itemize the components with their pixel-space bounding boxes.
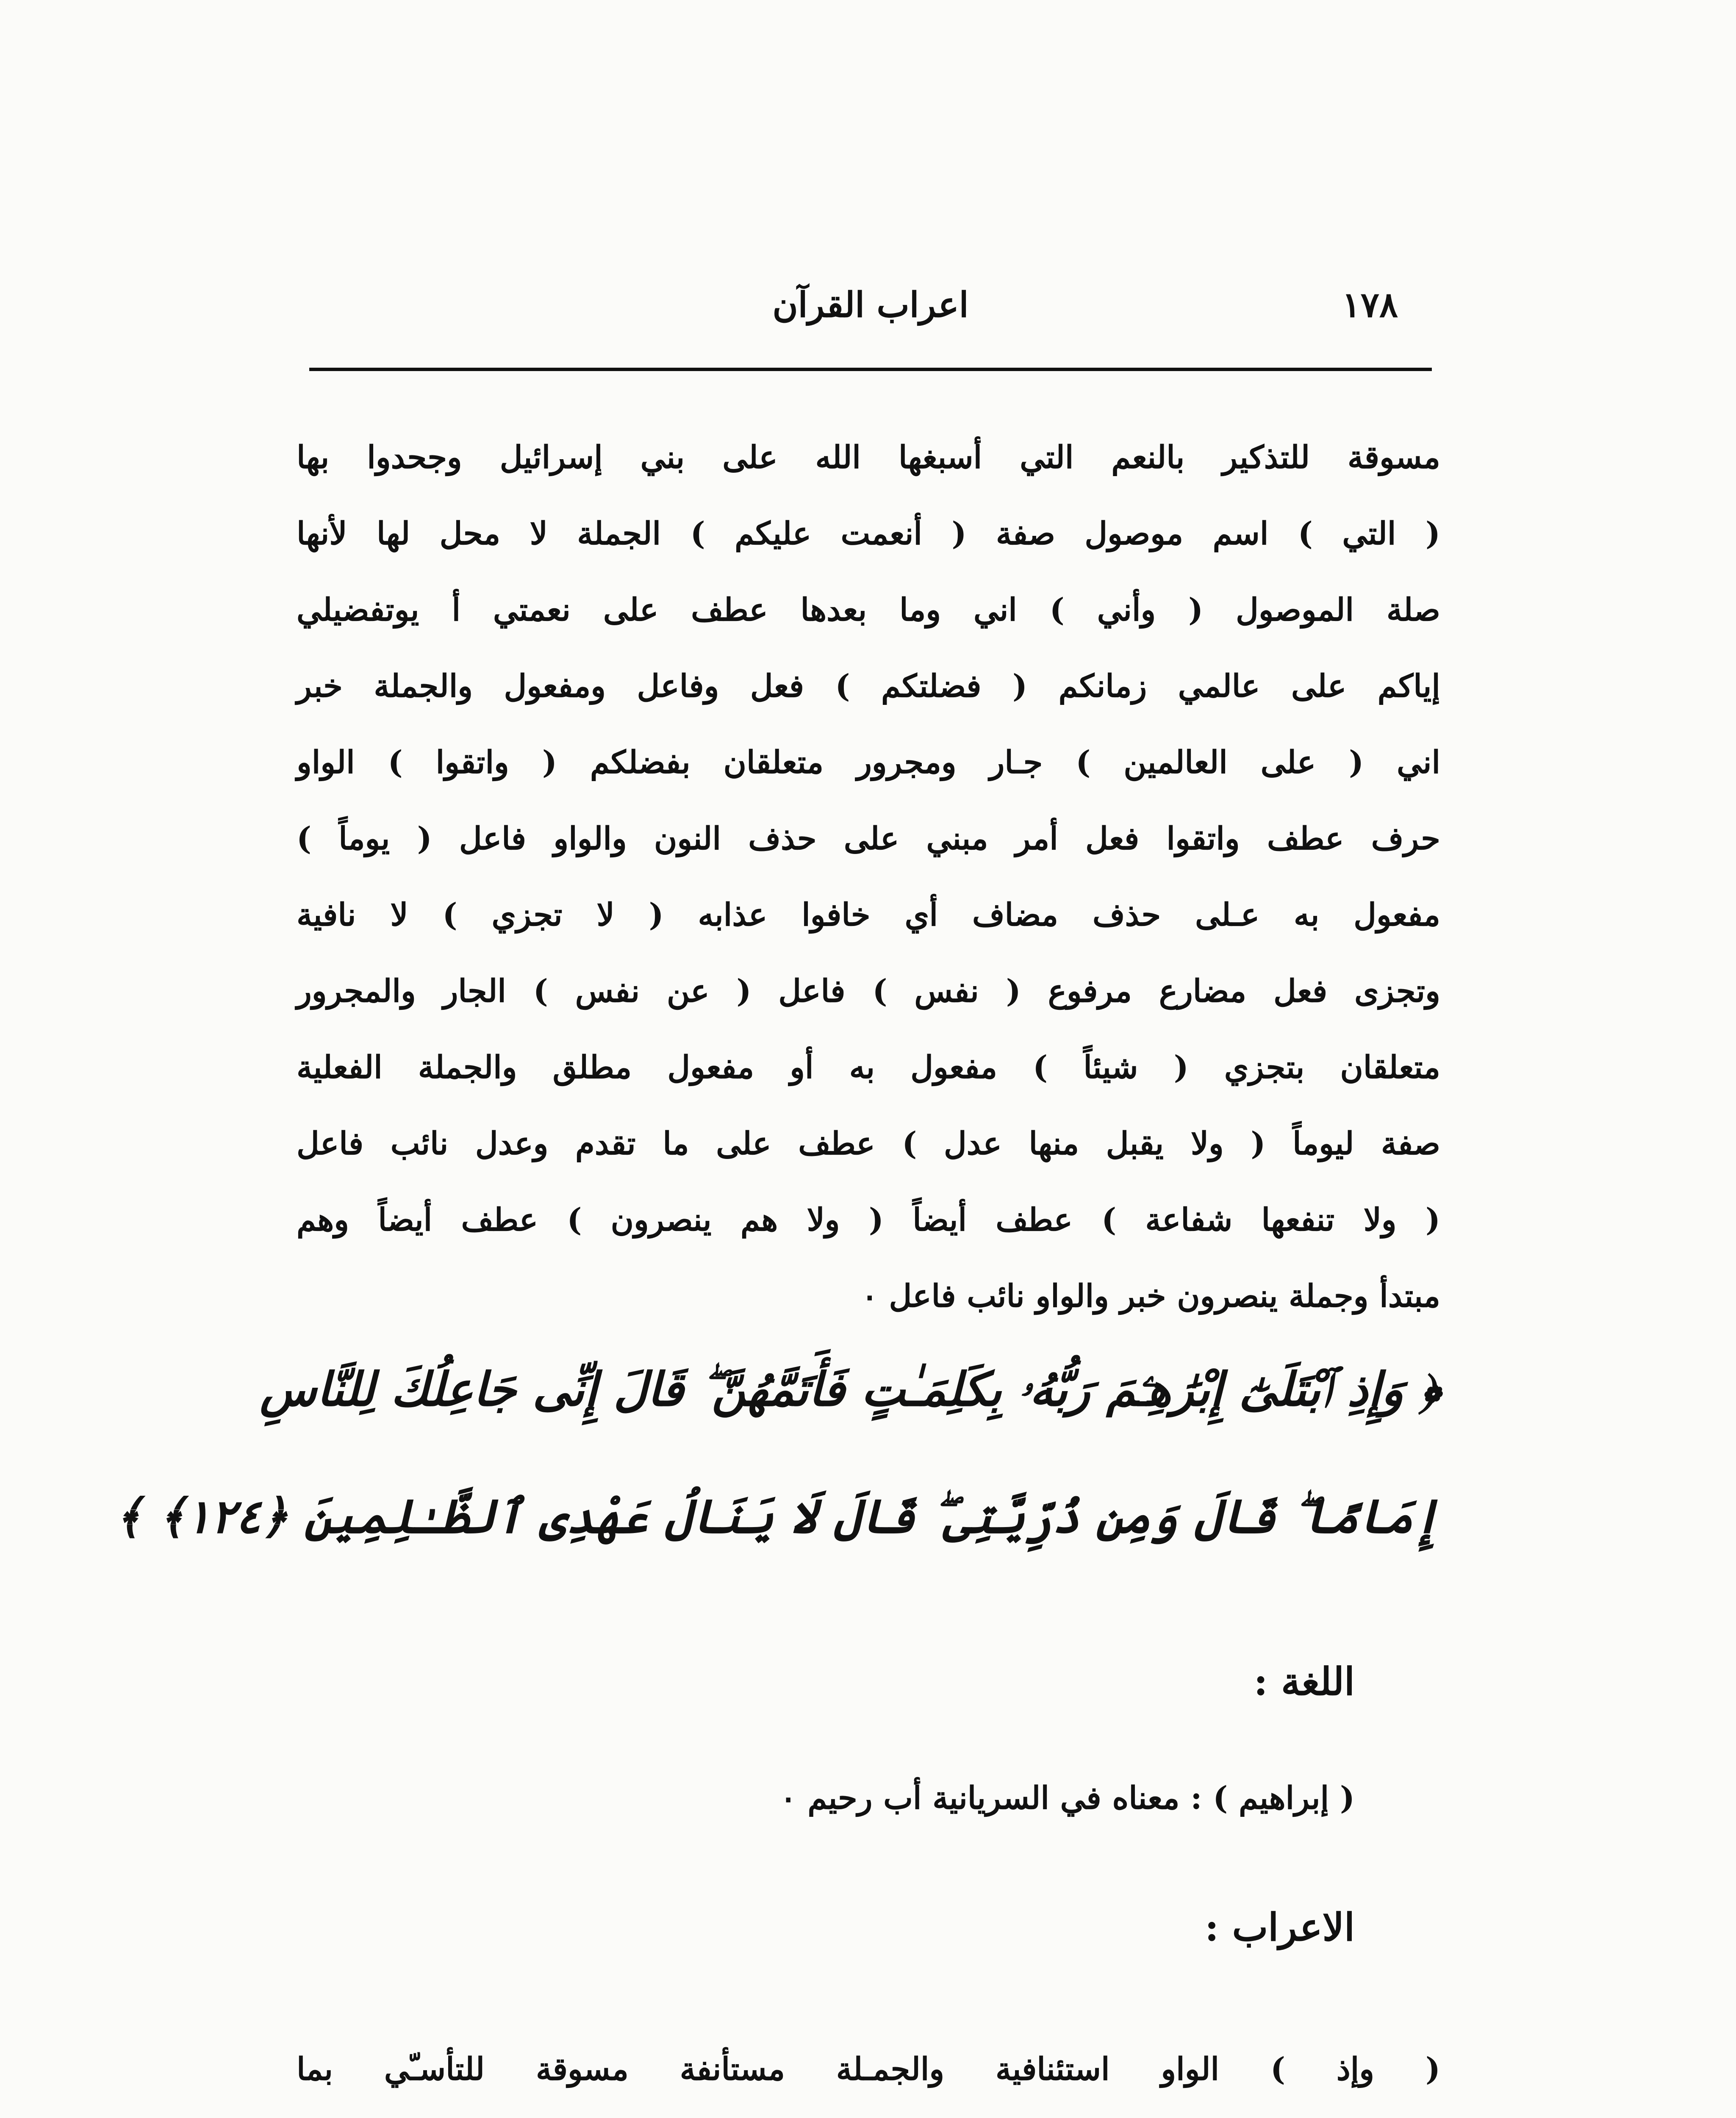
language-heading: اللغة : <box>1253 1659 1355 1704</box>
body-line: ( ولا تنفعها شفاعة ) عطف أيضاً ( ولا هم ينصرون ) عطف أيضاً وهم <box>297 1202 1440 1238</box>
body-line: اني ( على العالمين ) جـار ومجرور متعلقان بفضلكم ( واتقوا ) الواو <box>297 744 1440 781</box>
body-line: صفة ليوماً ( ولا يقبل منها عدل ) عطف على ما تقدم وعدل نائب فاعل <box>297 1126 1440 1162</box>
quran-verse <box>115 1326 1440 1580</box>
header-rule <box>309 368 1432 371</box>
body-line: مسوقة للتذكير بالنعم التي أسبغها الله على بني إسرائيل وجحدوا بها <box>297 439 1440 476</box>
body-text <box>297 419 1440 1334</box>
running-title: اعراب القرآن <box>772 285 969 325</box>
parsing-line <box>297 2114 1440 2118</box>
body-line: متعلقان بتجزي ( شيئاً ) مفعول به أو مفعول مطلق والجملة الفعلية <box>297 1049 1440 1086</box>
page-number: ١٧٨ <box>1342 285 1398 325</box>
body-line: إياكم على عالمي زمانكم ( فضلتكم ) فعل وفاعل ومفعول والجملة خبر <box>297 668 1440 704</box>
body-line: ( التي ) اسم موصول صفة ( أنعمت عليكم ) الجملة لا محل لها لأنها <box>297 516 1440 552</box>
running-head <box>309 280 1432 339</box>
body-line: حرف عطف واتقوا فعل أمر مبني على حذف النون والواو فاعل ( يوماً ) <box>297 821 1440 857</box>
body-line: مبتدأ وجملة ينصرون خبر والواو نائب فاعل ٠ <box>861 1278 1440 1314</box>
verse-line: ﴿ وَإِذِ ٱبْتَلَىٰٓ إِبْرَٰهِـۧمَ رَبُّهُۥ بِكَلِمَـٰتٍ فَأَتَمَّهُنَّ ۖ قَالَ إِنِّى جَاعِلُكَ لِلنَّاسِ <box>260 1362 1440 1417</box>
parsing-heading: الاعراب : <box>1205 1905 1355 1950</box>
definition-text: ( إبراهيم ) : معناه في السريانية أب رحيم ٠ <box>779 1780 1355 1816</box>
parsing-text <box>297 2025 1440 2118</box>
body-line: صلة الموصول ( وأني ) اني وما بعدها عطف على نعمتي أ يوتفضيلي <box>297 592 1440 628</box>
verse-line: إِمَامًا ۖ قَالَ وَمِن ذُرِّيَّتِى ۖ قَالَ لَا يَنَالُ عَهْدِى ٱلظَّـٰلِمِينَ ﴿١٢٤﴾ ﴾ <box>115 1489 1440 1544</box>
body-line: وتجزى فعل مضارع مرفوع ( نفس ) فاعل ( عن نفس ) الجار والمجرور <box>297 973 1440 1009</box>
parsing-line: ( وإذ ) الواو استئنافية والجمـلة مستأنفة مسوقة للتأسـّي بما <box>297 2051 1440 2088</box>
body-line: مفعول به عـلى حذف مضاف أي خافوا عذابه ( لا تجزي ) لا نافية <box>297 897 1440 933</box>
